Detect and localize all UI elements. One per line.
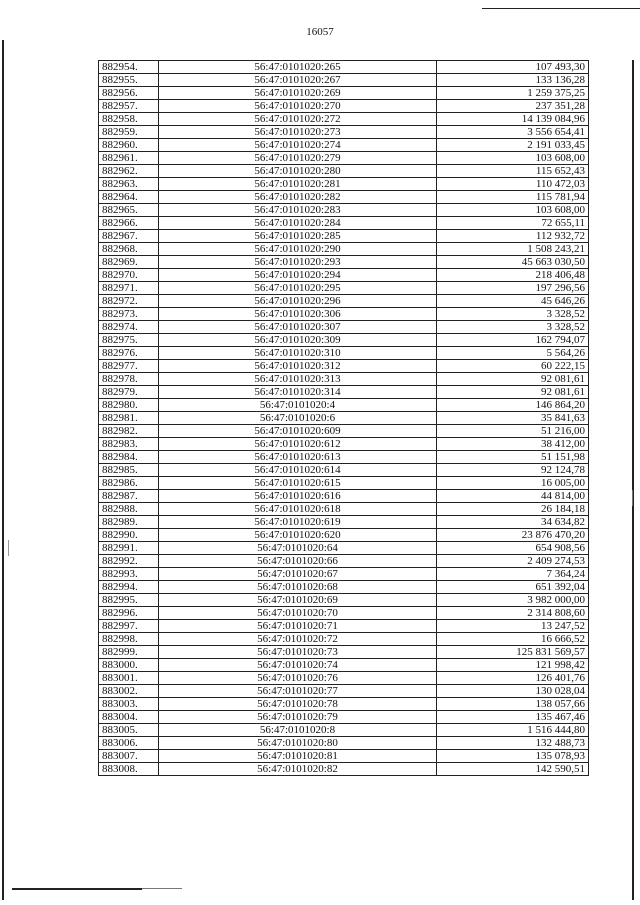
row-number-cell: 882988.	[99, 503, 159, 516]
cadastral-number-cell: 56:47:0101020:269	[159, 87, 437, 100]
value-cell: 112 932,72	[437, 230, 589, 243]
table-row	[99, 178, 589, 191]
table-row	[99, 438, 589, 451]
value-cell: 115 781,94	[437, 191, 589, 204]
table-row	[99, 334, 589, 347]
table-row	[99, 646, 589, 659]
left-scan-edge	[2, 40, 4, 900]
cadastral-number-cell: 56:47:0101020:283	[159, 204, 437, 217]
table-row	[99, 685, 589, 698]
table-row	[99, 373, 589, 386]
table-row	[99, 321, 589, 334]
row-number-cell: 882957.	[99, 100, 159, 113]
table-row	[99, 61, 589, 74]
cadastral-number-cell: 56:47:0101020:618	[159, 503, 437, 516]
row-number-cell: 883008.	[99, 763, 159, 776]
cadastral-number-cell: 56:47:0101020:80	[159, 737, 437, 750]
cadastral-number-cell: 56:47:0101020:281	[159, 178, 437, 191]
row-number-cell: 882959.	[99, 126, 159, 139]
value-cell: 44 814,00	[437, 490, 589, 503]
table-row	[99, 152, 589, 165]
value-cell: 60 222,15	[437, 360, 589, 373]
cadastral-number-cell: 56:47:0101020:293	[159, 256, 437, 269]
table-row	[99, 555, 589, 568]
table-body	[99, 61, 589, 776]
cadastral-number-cell: 56:47:0101020:71	[159, 620, 437, 633]
row-number-cell: 882960.	[99, 139, 159, 152]
value-cell: 1 508 243,21	[437, 243, 589, 256]
value-cell: 45 663 030,50	[437, 256, 589, 269]
row-number-cell: 882981.	[99, 412, 159, 425]
cadastral-number-cell: 56:47:0101020:68	[159, 581, 437, 594]
value-cell: 110 472,03	[437, 178, 589, 191]
cadastral-number-cell: 56:47:0101020:609	[159, 425, 437, 438]
table-row	[99, 763, 589, 776]
value-cell: 132 488,73	[437, 737, 589, 750]
value-cell: 3 328,52	[437, 321, 589, 334]
table-row	[99, 217, 589, 230]
row-number-cell: 883001.	[99, 672, 159, 685]
cadastral-number-cell: 56:47:0101020:620	[159, 529, 437, 542]
value-cell: 138 057,66	[437, 698, 589, 711]
table-row	[99, 113, 589, 126]
value-cell: 16 005,00	[437, 477, 589, 490]
value-cell: 146 864,20	[437, 399, 589, 412]
cadastral-number-cell: 56:47:0101020:282	[159, 191, 437, 204]
row-number-cell: 882969.	[99, 256, 159, 269]
value-cell: 1 259 375,25	[437, 87, 589, 100]
row-number-cell: 882972.	[99, 295, 159, 308]
row-number-cell: 882964.	[99, 191, 159, 204]
row-number-cell: 882975.	[99, 334, 159, 347]
value-cell: 2 191 033,45	[437, 139, 589, 152]
table-row	[99, 230, 589, 243]
cadastral-number-cell: 56:47:0101020:78	[159, 698, 437, 711]
row-number-cell: 882962.	[99, 165, 159, 178]
cadastral-number-cell: 56:47:0101020:290	[159, 243, 437, 256]
cadastral-number-cell: 56:47:0101020:72	[159, 633, 437, 646]
cadastral-number-cell: 56:47:0101020:64	[159, 542, 437, 555]
value-cell: 125 831 569,57	[437, 646, 589, 659]
row-number-cell: 882989.	[99, 516, 159, 529]
cadastral-number-cell: 56:47:0101020:619	[159, 516, 437, 529]
row-number-cell: 883006.	[99, 737, 159, 750]
table-row	[99, 529, 589, 542]
cadastral-number-cell: 56:47:0101020:285	[159, 230, 437, 243]
value-cell: 107 493,30	[437, 61, 589, 74]
row-number-cell: 882999.	[99, 646, 159, 659]
table-row	[99, 126, 589, 139]
row-number-cell: 882984.	[99, 451, 159, 464]
bottom-rule-tail	[142, 888, 182, 889]
row-number-cell: 883002.	[99, 685, 159, 698]
right-scan-edge	[632, 60, 634, 900]
value-cell: 92 081,61	[437, 373, 589, 386]
row-number-cell: 883004.	[99, 711, 159, 724]
cadastral-number-cell: 56:47:0101020:73	[159, 646, 437, 659]
table-row	[99, 672, 589, 685]
row-number-cell: 882982.	[99, 425, 159, 438]
cadastral-number-cell: 56:47:0101020:613	[159, 451, 437, 464]
row-number-cell: 882968.	[99, 243, 159, 256]
cadastral-number-cell: 56:47:0101020:67	[159, 568, 437, 581]
value-cell: 3 556 654,41	[437, 126, 589, 139]
value-cell: 92 124,78	[437, 464, 589, 477]
value-cell: 135 467,46	[437, 711, 589, 724]
table-row	[99, 750, 589, 763]
value-cell: 34 634,82	[437, 516, 589, 529]
value-cell: 7 364,24	[437, 568, 589, 581]
value-cell: 237 351,28	[437, 100, 589, 113]
cadastral-number-cell: 56:47:0101020:310	[159, 347, 437, 360]
cadastral-number-cell: 56:47:0101020:615	[159, 477, 437, 490]
table-row	[99, 737, 589, 750]
row-number-cell: 882977.	[99, 360, 159, 373]
table-row	[99, 633, 589, 646]
value-cell: 16 666,52	[437, 633, 589, 646]
value-cell: 2 409 274,53	[437, 555, 589, 568]
row-number-cell: 882956.	[99, 87, 159, 100]
cadastral-number-cell: 56:47:0101020:273	[159, 126, 437, 139]
table-row	[99, 100, 589, 113]
table-row	[99, 386, 589, 399]
value-cell: 133 136,28	[437, 74, 589, 87]
row-number-cell: 883000.	[99, 659, 159, 672]
table-row	[99, 165, 589, 178]
value-cell: 51 216,00	[437, 425, 589, 438]
cadastral-number-cell: 56:47:0101020:270	[159, 100, 437, 113]
value-cell: 142 590,51	[437, 763, 589, 776]
value-cell: 162 794,07	[437, 334, 589, 347]
cadastral-number-cell: 56:47:0101020:280	[159, 165, 437, 178]
cadastral-number-cell: 56:47:0101020:294	[159, 269, 437, 282]
value-cell: 103 608,00	[437, 204, 589, 217]
value-cell: 51 151,98	[437, 451, 589, 464]
cadastral-number-cell: 56:47:0101020:76	[159, 672, 437, 685]
row-number-cell: 882966.	[99, 217, 159, 230]
row-number-cell: 882978.	[99, 373, 159, 386]
page-number: 16057	[306, 26, 334, 38]
row-number-cell: 882983.	[99, 438, 159, 451]
row-number-cell: 882976.	[99, 347, 159, 360]
table-row	[99, 464, 589, 477]
table-row	[99, 74, 589, 87]
table-row	[99, 516, 589, 529]
row-number-cell: 882980.	[99, 399, 159, 412]
row-number-cell: 882993.	[99, 568, 159, 581]
row-number-cell: 882961.	[99, 152, 159, 165]
row-number-cell: 883003.	[99, 698, 159, 711]
cadastral-number-cell: 56:47:0101020:314	[159, 386, 437, 399]
table-row	[99, 477, 589, 490]
cadastral-number-cell: 56:47:0101020:79	[159, 711, 437, 724]
cadastral-number-cell: 56:47:0101020:74	[159, 659, 437, 672]
row-number-cell: 882990.	[99, 529, 159, 542]
table-row	[99, 594, 589, 607]
cadastral-number-cell: 56:47:0101020:81	[159, 750, 437, 763]
top-rule	[482, 8, 640, 9]
cadastral-number-cell: 56:47:0101020:313	[159, 373, 437, 386]
cadastral-number-cell: 56:47:0101020:6	[159, 412, 437, 425]
table-row	[99, 542, 589, 555]
value-cell: 72 655,11	[437, 217, 589, 230]
table-row	[99, 581, 589, 594]
value-cell: 3 328,52	[437, 308, 589, 321]
row-number-cell: 882994.	[99, 581, 159, 594]
value-cell: 92 081,61	[437, 386, 589, 399]
row-number-cell: 882986.	[99, 477, 159, 490]
row-number-cell: 882985.	[99, 464, 159, 477]
row-number-cell: 882965.	[99, 204, 159, 217]
table-row	[99, 139, 589, 152]
table-row	[99, 711, 589, 724]
value-cell: 3 982 000,00	[437, 594, 589, 607]
value-cell: 26 184,18	[437, 503, 589, 516]
table-row	[99, 412, 589, 425]
table-row	[99, 87, 589, 100]
value-cell: 13 247,52	[437, 620, 589, 633]
row-number-cell: 882967.	[99, 230, 159, 243]
cadastral-number-cell: 56:47:0101020:267	[159, 74, 437, 87]
table-row	[99, 698, 589, 711]
cadastral-number-cell: 56:47:0101020:312	[159, 360, 437, 373]
cadastral-number-cell: 56:47:0101020:307	[159, 321, 437, 334]
table-row	[99, 399, 589, 412]
cadastral-number-cell: 56:47:0101020:82	[159, 763, 437, 776]
row-number-cell: 882954.	[99, 61, 159, 74]
left-scan-mark	[8, 540, 9, 556]
table-row	[99, 568, 589, 581]
table-row	[99, 503, 589, 516]
cadastral-number-cell: 56:47:0101020:274	[159, 139, 437, 152]
cadastral-value-table	[98, 60, 589, 776]
row-number-cell: 882987.	[99, 490, 159, 503]
value-cell: 126 401,76	[437, 672, 589, 685]
value-cell: 38 412,00	[437, 438, 589, 451]
cadastral-number-cell: 56:47:0101020:284	[159, 217, 437, 230]
table-row	[99, 308, 589, 321]
row-number-cell: 882979.	[99, 386, 159, 399]
row-number-cell: 883007.	[99, 750, 159, 763]
value-cell: 35 841,63	[437, 412, 589, 425]
cadastral-number-cell: 56:47:0101020:279	[159, 152, 437, 165]
row-number-cell: 882958.	[99, 113, 159, 126]
table-row	[99, 451, 589, 464]
cadastral-number-cell: 56:47:0101020:295	[159, 282, 437, 295]
cadastral-number-cell: 56:47:0101020:306	[159, 308, 437, 321]
row-number-cell: 882974.	[99, 321, 159, 334]
value-cell: 45 646,26	[437, 295, 589, 308]
cadastral-number-cell: 56:47:0101020:616	[159, 490, 437, 503]
cadastral-number-cell: 56:47:0101020:4	[159, 399, 437, 412]
value-cell: 103 608,00	[437, 152, 589, 165]
row-number-cell: 882998.	[99, 633, 159, 646]
table-row	[99, 360, 589, 373]
value-cell: 197 296,56	[437, 282, 589, 295]
row-number-cell: 883005.	[99, 724, 159, 737]
cadastral-number-cell: 56:47:0101020:265	[159, 61, 437, 74]
table-row	[99, 243, 589, 256]
value-cell: 654 908,56	[437, 542, 589, 555]
value-cell: 121 998,42	[437, 659, 589, 672]
table-row	[99, 659, 589, 672]
right-scan-mark	[632, 490, 633, 506]
row-number-cell: 882995.	[99, 594, 159, 607]
table-row	[99, 191, 589, 204]
cadastral-number-cell: 56:47:0101020:614	[159, 464, 437, 477]
value-cell: 5 564,26	[437, 347, 589, 360]
bottom-rule	[12, 888, 142, 890]
value-cell: 2 314 808,60	[437, 607, 589, 620]
value-cell: 115 652,43	[437, 165, 589, 178]
value-cell: 130 028,04	[437, 685, 589, 698]
row-number-cell: 882971.	[99, 282, 159, 295]
table-row	[99, 282, 589, 295]
table-row	[99, 204, 589, 217]
cadastral-number-cell: 56:47:0101020:8	[159, 724, 437, 737]
value-cell: 135 078,93	[437, 750, 589, 763]
row-number-cell: 882973.	[99, 308, 159, 321]
value-cell: 14 139 084,96	[437, 113, 589, 126]
cadastral-number-cell: 56:47:0101020:70	[159, 607, 437, 620]
row-number-cell: 882963.	[99, 178, 159, 191]
table-row	[99, 607, 589, 620]
table-row	[99, 347, 589, 360]
value-cell: 651 392,04	[437, 581, 589, 594]
cadastral-number-cell: 56:47:0101020:69	[159, 594, 437, 607]
table-row	[99, 620, 589, 633]
table-row	[99, 269, 589, 282]
table-row	[99, 295, 589, 308]
row-number-cell: 882970.	[99, 269, 159, 282]
table-row	[99, 256, 589, 269]
cadastral-number-cell: 56:47:0101020:66	[159, 555, 437, 568]
cadastral-number-cell: 56:47:0101020:77	[159, 685, 437, 698]
row-number-cell: 882991.	[99, 542, 159, 555]
row-number-cell: 882997.	[99, 620, 159, 633]
value-cell: 1 516 444,80	[437, 724, 589, 737]
cadastral-number-cell: 56:47:0101020:309	[159, 334, 437, 347]
row-number-cell: 882992.	[99, 555, 159, 568]
cadastral-number-cell: 56:47:0101020:272	[159, 113, 437, 126]
row-number-cell: 882955.	[99, 74, 159, 87]
row-number-cell: 882996.	[99, 607, 159, 620]
table-row	[99, 425, 589, 438]
table-row	[99, 724, 589, 737]
cadastral-number-cell: 56:47:0101020:296	[159, 295, 437, 308]
value-cell: 218 406,48	[437, 269, 589, 282]
value-cell: 23 876 470,20	[437, 529, 589, 542]
cadastral-number-cell: 56:47:0101020:612	[159, 438, 437, 451]
table-row	[99, 490, 589, 503]
